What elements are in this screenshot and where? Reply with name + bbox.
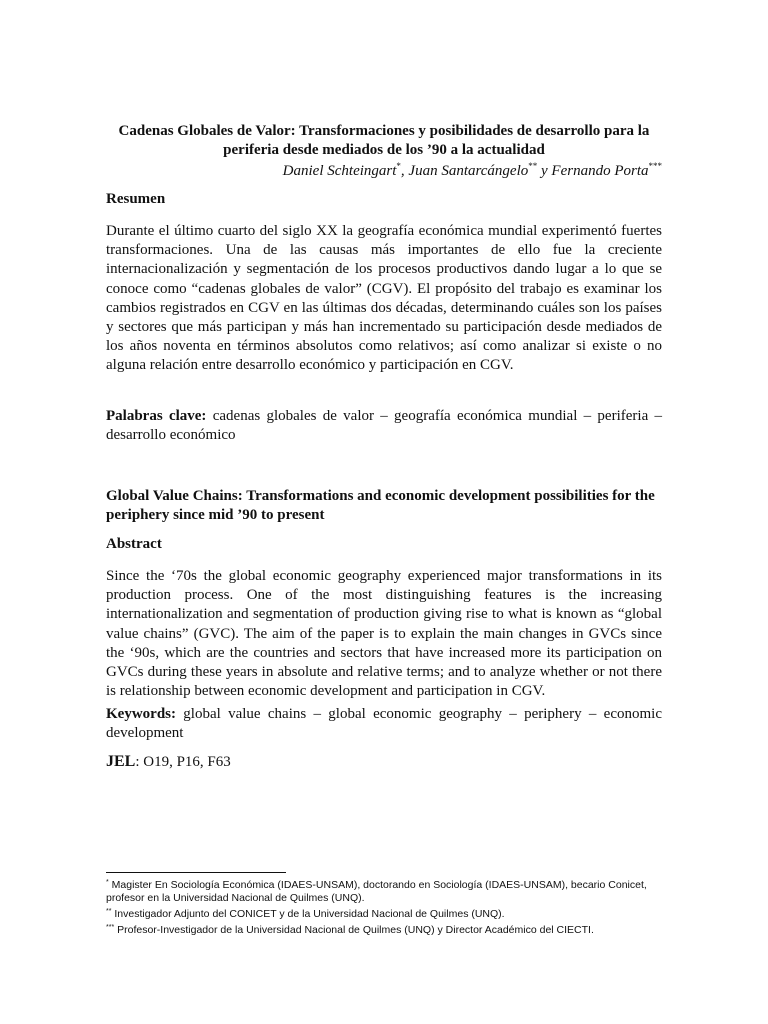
palabras-clave-label: Palabras clave: [106,408,207,424]
keywords-label: Keywords: [106,706,176,722]
footnotes [106,876,666,937]
paper-title-line-1: Cadenas Globales de Valor: Transformaciones y posibilidades de desarrollo para la [118,123,650,139]
jel-label: JEL [106,753,136,770]
author-separator: , [400,163,409,179]
footnote-text: Investigador Adjunto del CONICET y de la Universidad Nacional de Quilmes (UNQ). [111,908,505,920]
author-name: Juan Santarcángelo [408,163,529,179]
author-separator: y [537,163,552,179]
paper-title-line-2: periferia desde mediados de los ’90 a la actualidad [223,142,545,158]
footnote-mark: ** [106,908,112,915]
footnote-text: Profesor-Investigador de la Universidad Nacional de Quilmes (UNQ) y Director Académico del CIECTI. [114,924,594,936]
footnote [106,905,666,921]
footnote [106,921,666,937]
resumen-paragraph: Durante el último cuarto del siglo XX la geografía económica mundial experimentó fuertes transformaciones. Una de las causas más importantes de ello fue la creciente internacionalización y segmentación de los procesos productivos dando lugar a lo que se conoce como “cadenas globales de valor” (CGV). El propósito del trabajo es examinar los cambios registrados en CGV en las últimas dos décadas, determinando cuáles son los países y sectores que más participan y más han incrementado su participación desde mediados de los años noventa en términos absolutos como relativos; así como analizar si existe o no alguna relación entre desarrollo económico y participación en CGV. [106,223,662,374]
abstract-paragraph: Since the ‘70s the global economic geography experienced major transformations in its production process. One of the most distinguishing features is the increasing internationalization and segmentation of production giving rise to what is known as “global value chains” (GVC). The aim of the paper is to explain the main changes in GVCs since the ‘90s, which are the countries and sectors that have increased more its participation on GVCs during these years in absolute and relative terms; and to analyze whether or not there is relationship between economic development and participation in CGV. [106,568,662,700]
author-footnote-mark: *** [648,161,662,171]
keywords [106,705,662,743]
footnote-text: Magister En Sociología Económica (IDAES-UNSAM), doctorando en Sociología (IDAES-UNSAM), becario Conicet, profesor en la Universidad Nacional de Quilmes (UNQ). [106,879,647,904]
author-name: Daniel Schteingart [282,163,397,179]
footnote-mark: *** [106,924,115,931]
abstract-heading: Abstract [106,536,162,552]
palabras-clave [106,407,662,445]
author-footnote-mark: ** [528,161,538,171]
author-line [106,157,662,180]
keywords-text: global value chains – global economic geography – periphery – economic development [106,706,662,742]
palabras-clave-text: cadenas globales de valor – geografía económica mundial – periferia – desarrollo económico [106,408,663,444]
author-name: Fernando Porta [551,163,649,179]
footnote [106,876,666,905]
footnote-mark: * [106,879,109,886]
english-title: Global Value Chains: Transformations and economic development possibilities for the periphery since mid ’90 to present [106,488,655,523]
resumen-heading: Resumen [106,191,166,207]
jel-codes [106,752,662,772]
author-footnote-mark: * [396,161,401,171]
jel-text: : O19, P16, F63 [135,754,231,770]
footnote-divider [106,872,286,873]
paper-title [106,122,662,160]
